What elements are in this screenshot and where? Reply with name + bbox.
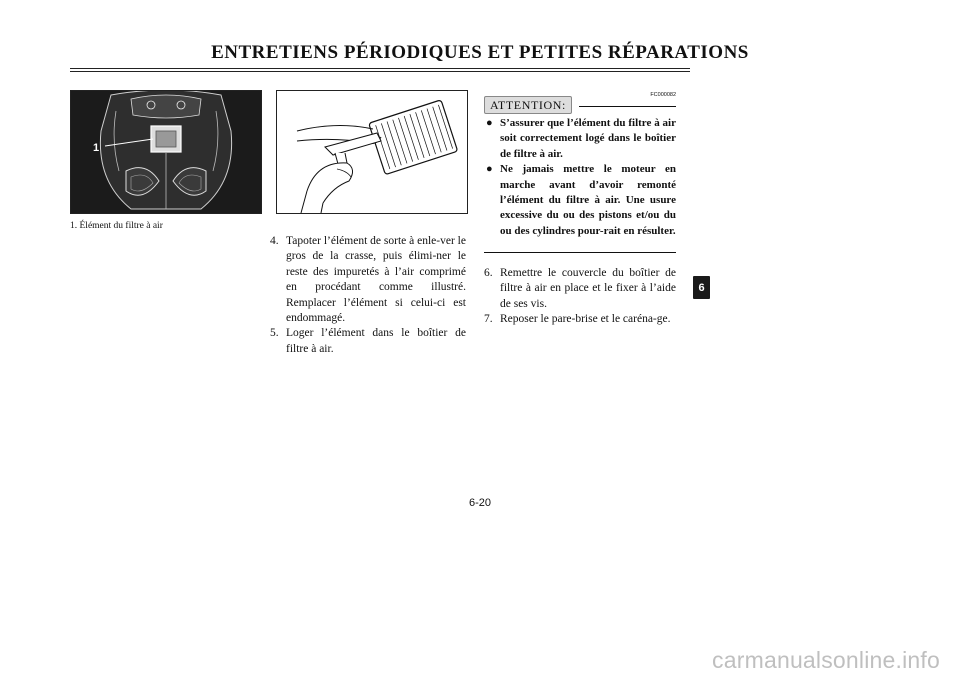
step-text: Loger l’élément dans le boîtier de filtre à air. (286, 327, 466, 355)
header-rule-double (70, 71, 690, 72)
step-number: 7. (484, 313, 493, 326)
page-number: 6-20 (468, 497, 492, 509)
step-item (270, 326, 466, 357)
callout-number-1: 1 (93, 142, 100, 154)
steps-column-right (484, 266, 676, 328)
attention-item (484, 162, 676, 239)
step-item (484, 312, 676, 327)
attention-item-text: Ne jamais mettre le moteur en marche avant d’avoir remonté l’élément du filtre à air. Une usure excessive du ou des pistons et/ou du ou des cylindres pour-rait en résulter. (500, 163, 676, 237)
step-text: Reposer le pare-brise et le caréna-ge. (500, 313, 671, 326)
bullet-icon: ● (486, 117, 493, 129)
attention-item (484, 116, 676, 162)
figure-caption: 1. Élément du filtre à air (70, 221, 163, 231)
step-text: Tapoter l’élément de sorte à enle-ver le gros de la crasse, puis élimi-ner le reste des impuretés à l’air comprimé en procédant comme illustré. Remplacer l’élément si celui-ci est endommagé. (286, 235, 466, 325)
header-rule (70, 68, 690, 69)
attention-list (484, 116, 676, 239)
step-number: 6. (484, 267, 493, 279)
attention-code: FC000082 (650, 92, 676, 98)
step-number: 4. (270, 235, 279, 247)
step-number: 5. (270, 327, 279, 340)
air-gun-filter-illustration (277, 91, 467, 213)
attention-item-text: S’assurer que l’élément du filtre à air soit correctement logé dans le boîtier de filtre à air. (500, 117, 676, 160)
compressed-air-cleaning-figure (276, 90, 468, 214)
step-item (484, 266, 676, 312)
step-item (270, 234, 466, 326)
steps-column-middle (270, 234, 466, 357)
air-filter-location-figure (70, 90, 262, 214)
page-header-title: ENTRETIENS PÉRIODIQUES ET PETITES RÉPARATIONS (211, 42, 749, 63)
scooter-air-filter-illustration (71, 91, 261, 213)
chapter-tab: 6 (693, 276, 710, 299)
step-text: Remettre le couvercle du boîtier de filtre à air en place et le fixer à l’aide de ses vis. (500, 267, 676, 310)
attention-bottom-rule (484, 252, 676, 253)
watermark: carmanualsonline.info (712, 647, 940, 673)
attention-label: ATTENTION: (484, 96, 572, 114)
bullet-icon: ● (486, 163, 493, 176)
attention-rule (579, 106, 676, 107)
